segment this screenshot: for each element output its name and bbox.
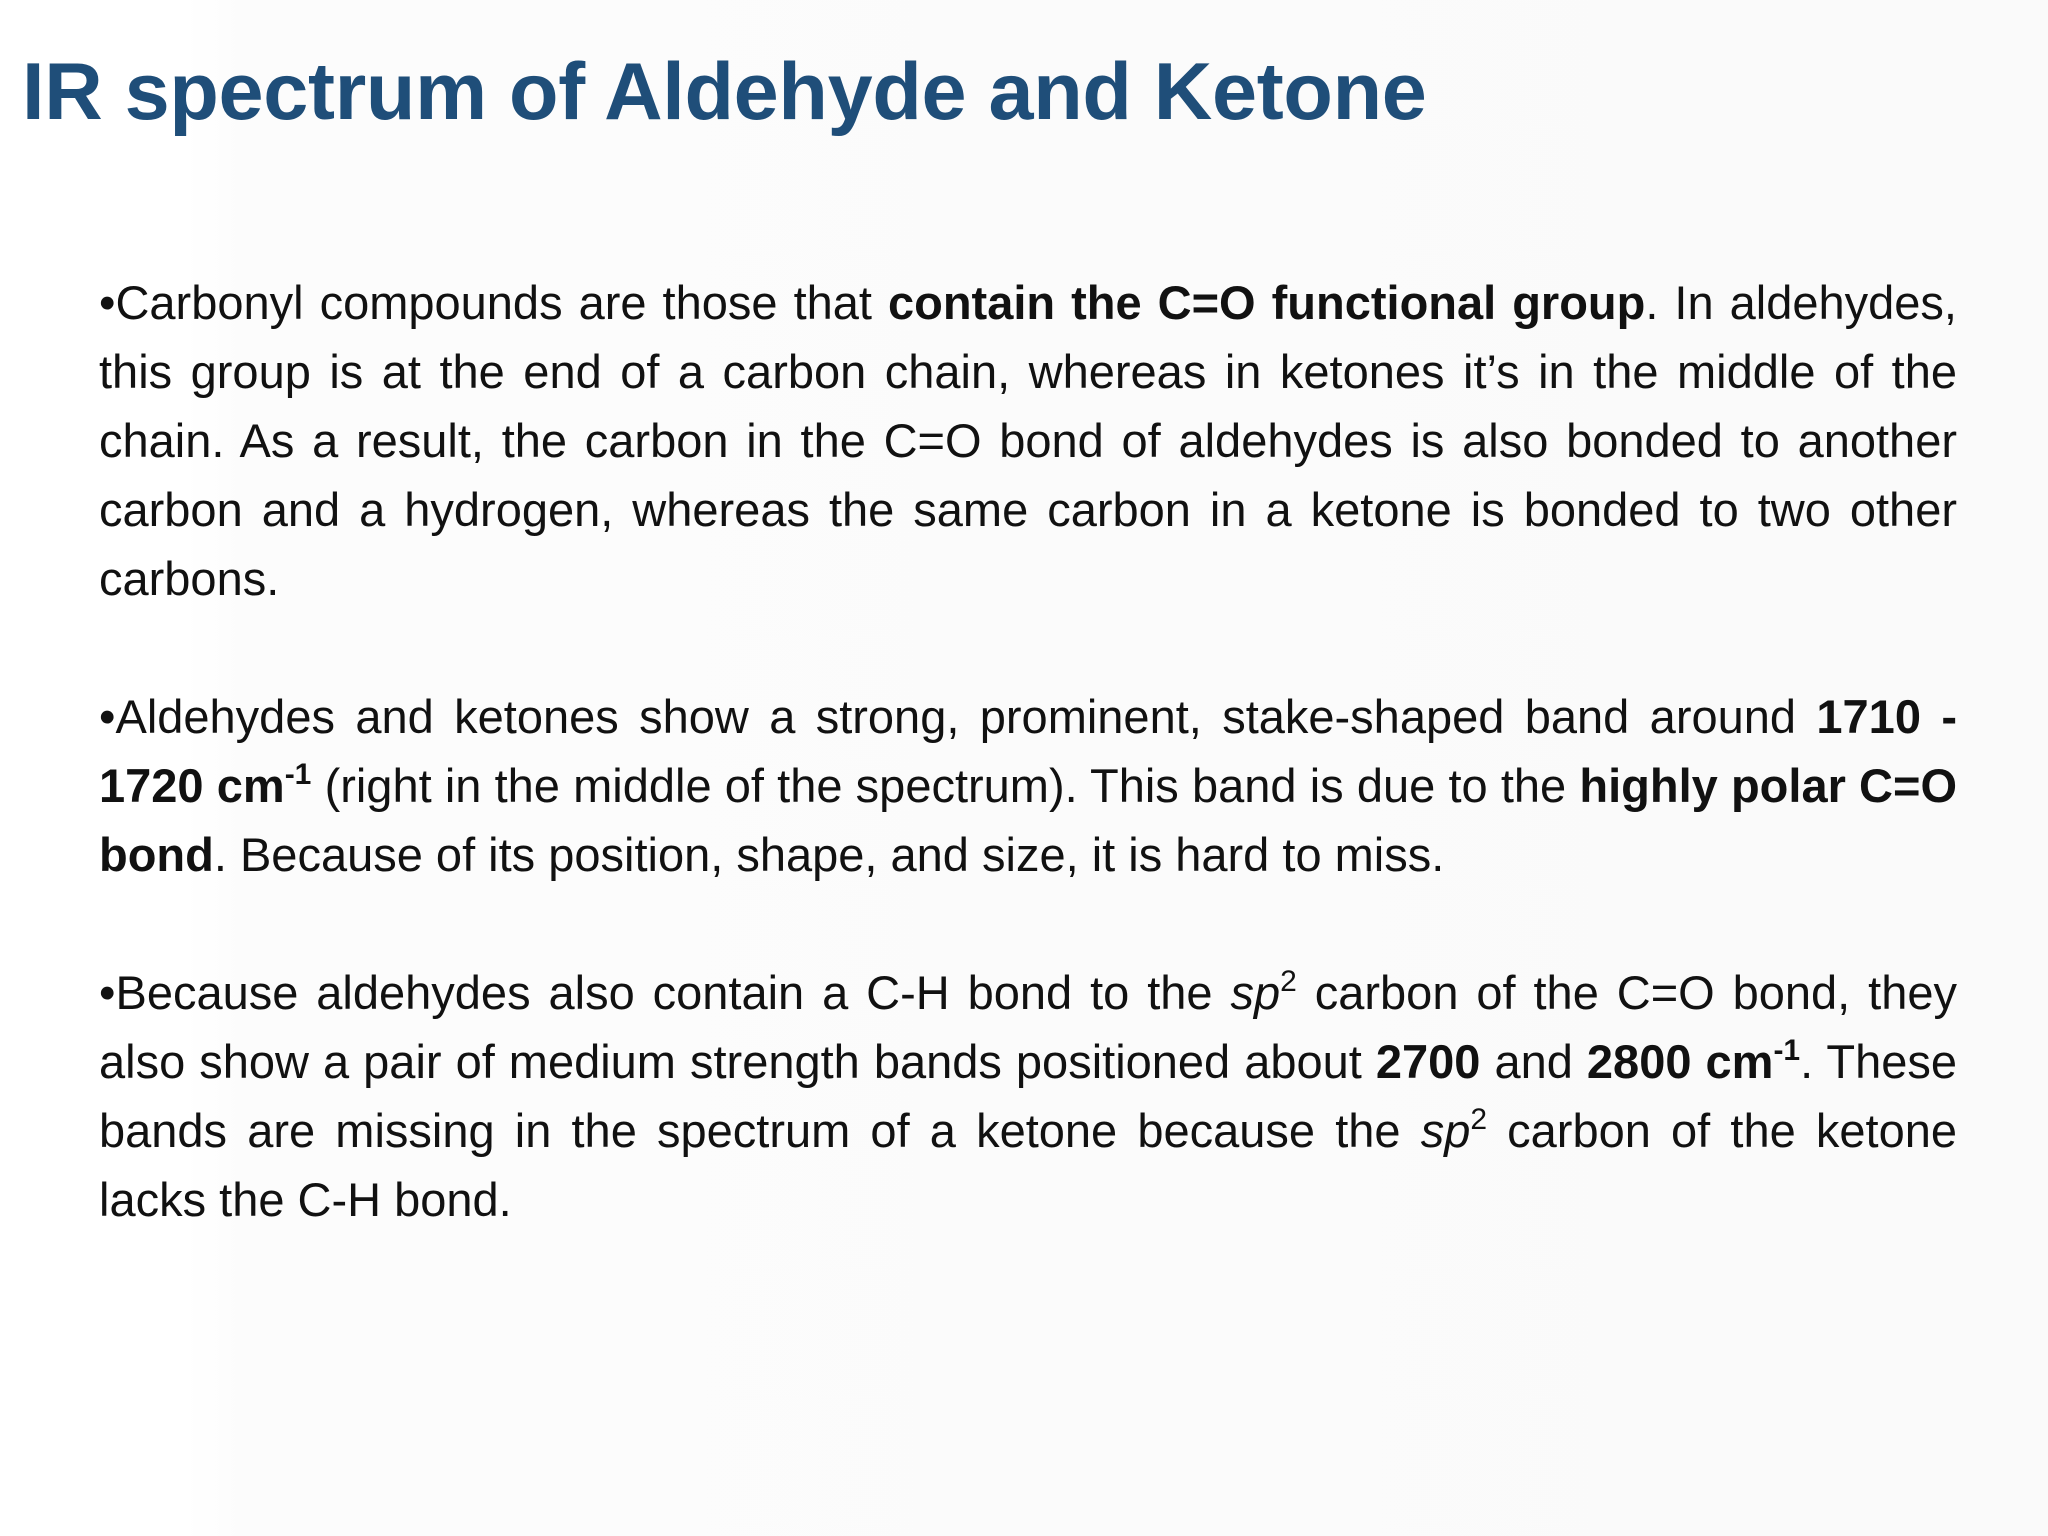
paragraph-carbonyl-definition [99, 268, 1957, 613]
text-run: carbon of the C=O bond, they also show a pair of medium strength bands positioned about [99, 966, 1957, 1088]
bold-run: 2700 [1375, 1035, 1481, 1088]
italic-run: sp [1230, 966, 1281, 1019]
paragraph-aldehyde-ch-bands [99, 958, 1957, 1234]
bullet: • [99, 690, 116, 743]
text-run: . These bands are missing in the spectrum of a ketone because the [99, 1035, 1957, 1157]
superscript: 2 [1470, 1103, 1488, 1136]
slide-title: IR spectrum of Aldehyde and Ketone [22, 47, 1427, 137]
bold-run: highly polar C=O bond [99, 759, 1958, 881]
paragraph-carbonyl-band [99, 682, 1957, 889]
bold-run [1587, 1035, 1800, 1088]
wavenumber-value: 2800 cm [1586, 1035, 1774, 1088]
italic-run: sp [1420, 1104, 1471, 1157]
text-run: . Because of its position, shape, and size, it is hard to miss. [213, 828, 1445, 881]
superscript: -1 [1773, 1034, 1801, 1067]
text-run: carbon of the ketone lacks the C-H bond. [99, 1104, 1957, 1226]
bullet: • [99, 276, 116, 329]
bullet: • [99, 966, 116, 1019]
slide-body [99, 268, 1957, 1303]
wavenumber-range: 1710 - 1720 cm [99, 690, 1957, 812]
superscript: 2 [1280, 965, 1297, 998]
text-run: . In aldehydes, this group is at the end of a carbon chain, whereas in ketones it’s in the middle of the chain. As a result, the carbon in the C=O bond of aldehydes is also bonded to another carbon and a hydrogen, whereas the same carbon in a ketone is bonded to two other carbons. [99, 276, 1957, 605]
superscript: -1 [284, 758, 312, 791]
text-run: (right in the middle of the spectrum). This band is due to the [311, 759, 1580, 812]
bold-run: contain the C=O functional group [888, 276, 1646, 329]
text-run: and [1480, 1035, 1587, 1088]
text-run: Because aldehydes also contain a C-H bond to the [115, 966, 1231, 1019]
text-run: Aldehydes and ketones show a strong, prominent, stake-shaped band around [115, 690, 1817, 743]
text-run: Carbonyl compounds are those that [115, 276, 888, 329]
